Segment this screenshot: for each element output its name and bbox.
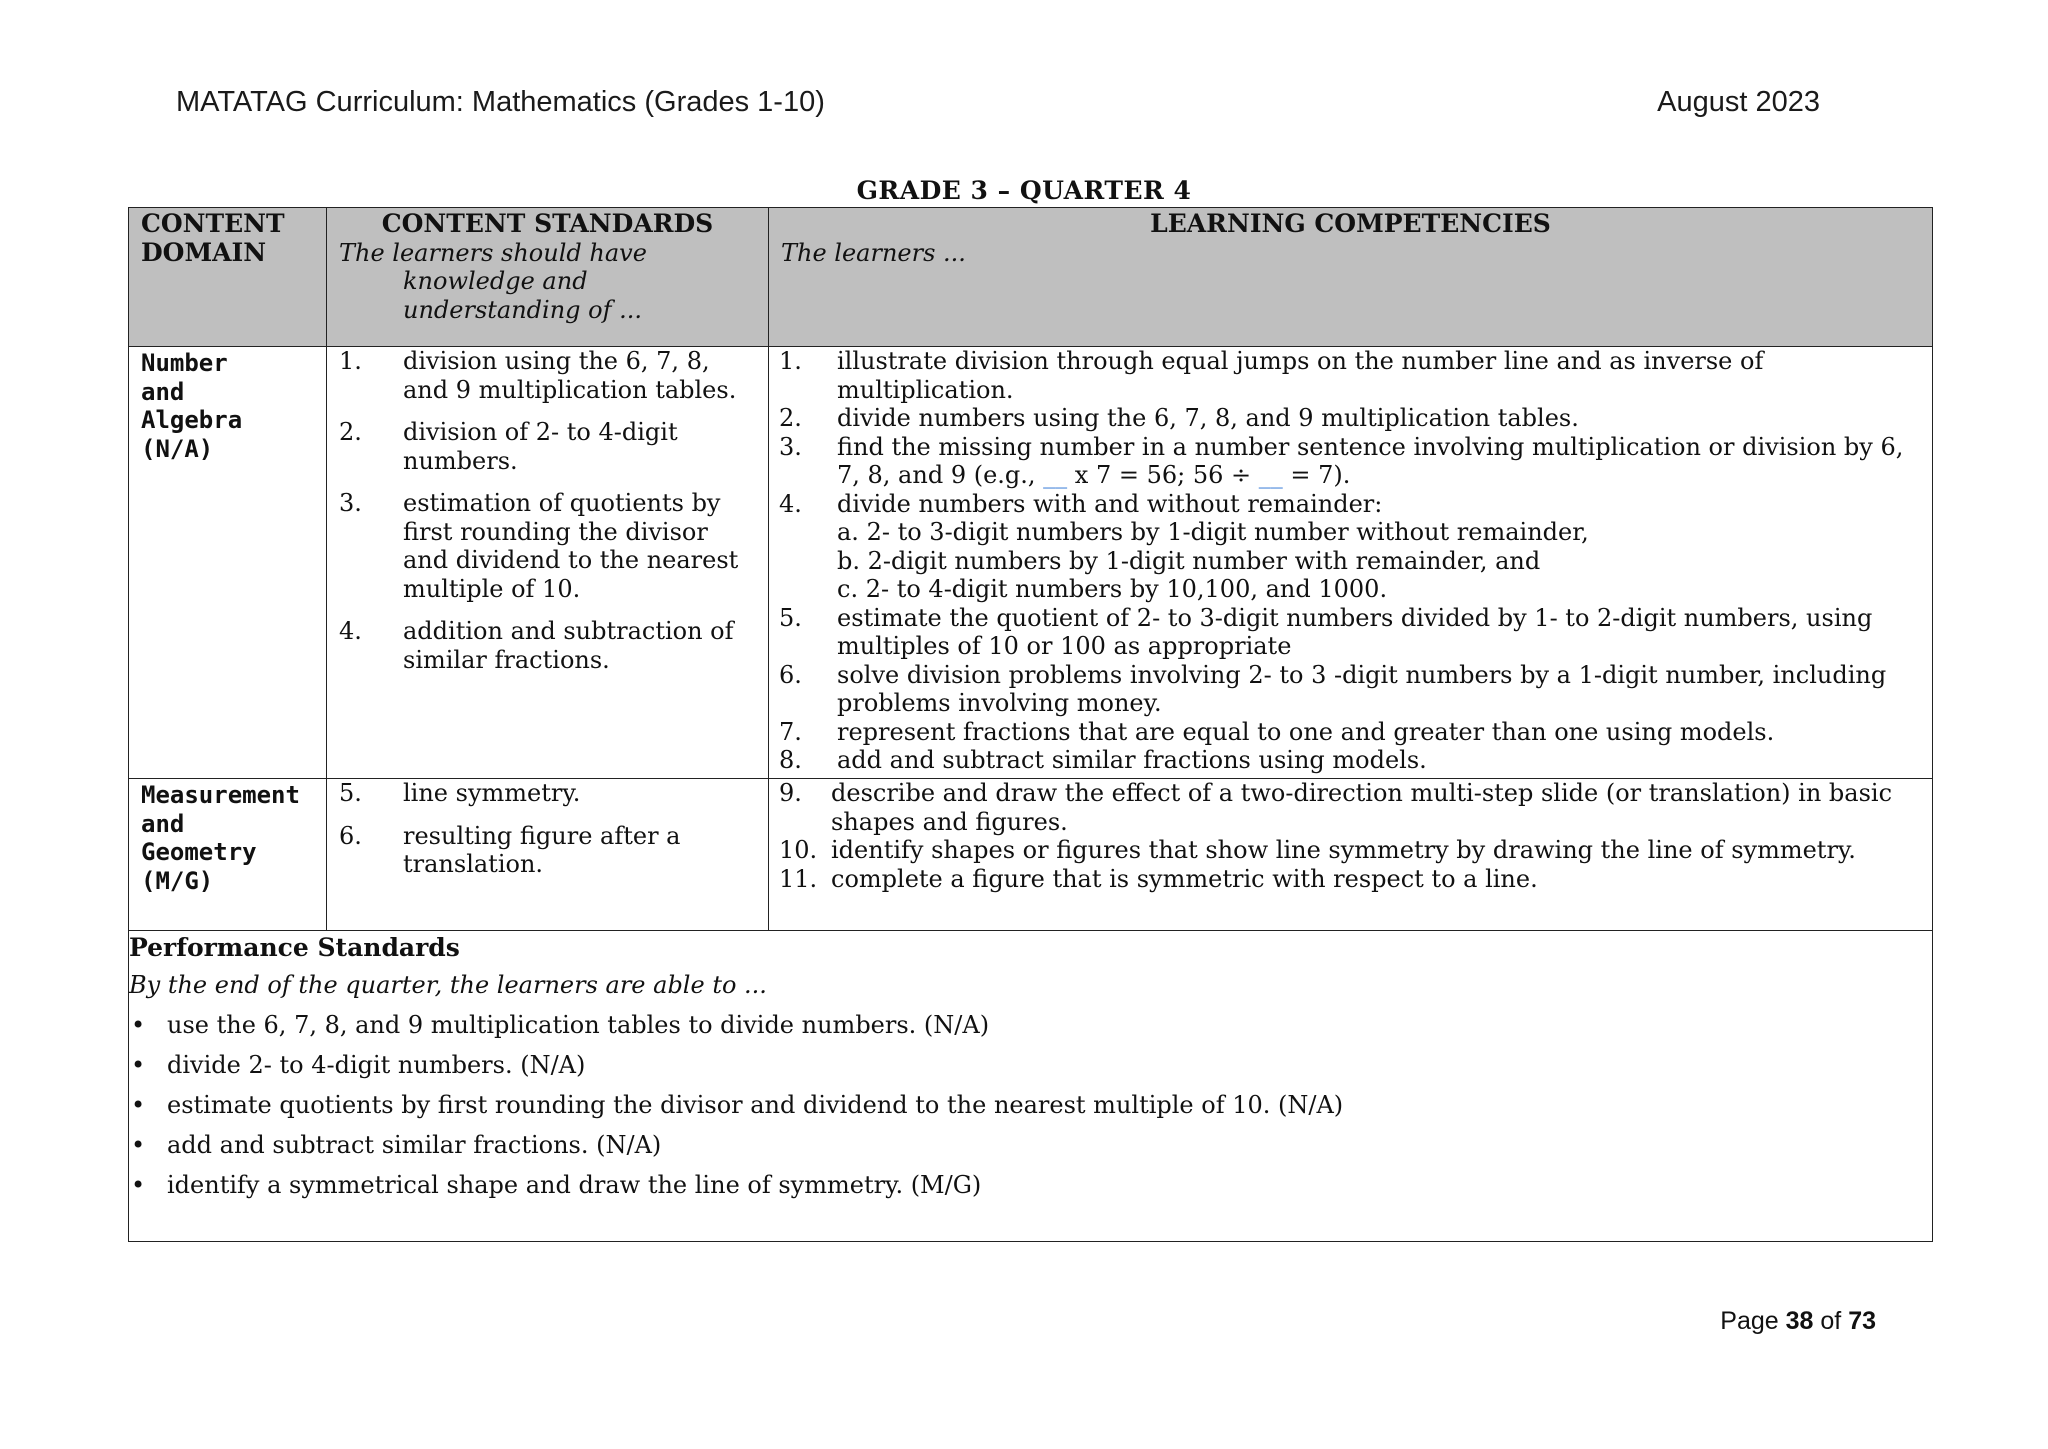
document-header-title: MATATAG Curriculum: Mathematics (Grades 1-10)	[176, 86, 825, 118]
item-text: divide numbers using the 6, 7, 8, and 9 multiplication tables.	[837, 404, 1579, 432]
item-text: use the 6, 7, 8, and 9 multiplication tables to divide numbers. (N/A)	[167, 1011, 990, 1039]
domain-label-line: and	[141, 377, 185, 406]
competency-item	[769, 490, 1932, 604]
grade-quarter-title: GRADE 3 – QUARTER 4	[856, 176, 1192, 205]
item-number: 1.	[339, 347, 362, 375]
performance-standard-item	[129, 1085, 1932, 1125]
content-standard-item	[327, 347, 768, 404]
item-number: 2.	[779, 404, 802, 432]
item-text-part: find the missing number in a number sentence involving multiplication or division by 6, 7, 8, and 9 (e.g.,	[837, 432, 1904, 489]
competency-item	[769, 604, 1932, 661]
item-text: division using the 6, 7, 8, and 9 multiplication tables.	[403, 347, 737, 404]
item-number: 8.	[779, 746, 802, 774]
content-standard-item	[327, 617, 768, 674]
table-header-row	[129, 208, 1933, 347]
page-label: Page	[1720, 1307, 1779, 1335]
answer-blank: __	[1043, 461, 1068, 489]
item-text: addition and subtraction of similar fractions.	[403, 617, 734, 674]
performance-standard-item	[129, 1005, 1932, 1045]
item-text	[837, 433, 1932, 490]
page-current-number: 38	[1785, 1307, 1814, 1335]
content-standard-item	[327, 418, 768, 475]
bullet-icon: •	[131, 1131, 146, 1159]
document-header-date: August 2023	[1657, 86, 1820, 118]
learning-competencies-intro: The learners ...	[781, 238, 966, 267]
page-total-number: 73	[1848, 1307, 1876, 1335]
performance-standard-item	[129, 1125, 1932, 1165]
competencies-cell-measurement-geometry	[769, 779, 1933, 931]
item-text-part: = 7).	[1282, 461, 1351, 489]
item-text: represent fractions that are equal to one and greater than one using models.	[837, 717, 1775, 746]
competency-item	[769, 661, 1932, 718]
item-text	[837, 490, 1932, 604]
domain-label-line: and	[141, 809, 185, 838]
header-content-domain	[129, 208, 327, 347]
item-number: 3.	[339, 489, 362, 517]
item-number: 6.	[339, 821, 362, 850]
item-text: complete a figure that is symmetric with respect to a line.	[831, 864, 1538, 893]
header-content-domain-line1: CONTENT	[141, 209, 285, 238]
page-of-label: of	[1820, 1307, 1842, 1335]
item-text: illustrate division through equal jumps on the number line and as inverse of multiplication.	[837, 347, 1764, 404]
domain-label-line: Measurement	[141, 781, 300, 809]
item-text-main: divide numbers with and without remainder:	[837, 489, 1383, 518]
performance-standard-item	[129, 1165, 1932, 1205]
table-row-measurement-geometry	[129, 779, 1933, 931]
item-text: describe and draw the effect of a two-direction multi-step slide (or translation) in basic shapes and figures.	[831, 779, 1893, 836]
competency-item	[769, 347, 1932, 404]
performance-standard-item	[129, 1045, 1932, 1085]
item-text: resulting figure after a translation.	[403, 821, 681, 878]
bullet-icon: •	[131, 1171, 146, 1199]
item-number: 9.	[779, 779, 802, 807]
item-text: solve division problems involving 2- to 3 -digit numbers by a 1-digit number, including problems involving money.	[837, 660, 1887, 717]
competency-item	[769, 865, 1932, 894]
learning-competencies-title: LEARNING COMPETENCIES	[1150, 209, 1551, 238]
bullet-icon: •	[131, 1091, 146, 1119]
item-number: 3.	[779, 432, 802, 461]
domain-label-line: (N/A)	[141, 434, 214, 463]
item-text: divide 2- to 4-digit numbers. (N/A)	[167, 1051, 586, 1079]
competencies-cell-number-algebra	[769, 347, 1933, 779]
page-number-footer	[1720, 1307, 1876, 1336]
item-text: identify a symmetrical shape and draw the line of symmetry. (M/G)	[167, 1171, 982, 1199]
content-standard-item	[327, 489, 768, 603]
performance-standards-title: Performance Standards	[129, 933, 460, 962]
item-text: line symmetry.	[403, 779, 581, 807]
domain-cell-measurement-geometry	[129, 779, 327, 931]
curriculum-table	[128, 207, 1933, 1242]
content-standards-cell-number-algebra	[327, 347, 769, 779]
item-number: 11.	[779, 864, 818, 893]
bullet-icon: •	[131, 1051, 146, 1079]
item-text-part: x 7 = 56; 56 ÷	[1067, 461, 1259, 489]
sub-item: b. 2-digit numbers by 1-digit number with remainder, and	[837, 546, 1541, 575]
item-text: estimate quotients by first rounding the divisor and dividend to the nearest multiple of 10. (N/A)	[167, 1091, 1344, 1119]
performance-standards-cell	[129, 931, 1933, 1242]
item-text: division of 2- to 4-digit numbers.	[403, 418, 678, 475]
item-number: 7.	[779, 717, 802, 746]
sub-item: a. 2- to 3-digit numbers by 1-digit number without remainder,	[837, 518, 1589, 546]
content-standard-item	[327, 779, 768, 808]
content-standards-title: CONTENT STANDARDS	[381, 209, 714, 238]
competency-item	[769, 836, 1932, 865]
item-text: add and subtract similar fractions. (N/A)	[167, 1131, 662, 1159]
item-number: 4.	[779, 489, 802, 518]
sub-item: c. 2- to 4-digit numbers by 10,100, and 1000.	[837, 575, 1388, 603]
domain-label-line: (M/G)	[141, 866, 214, 895]
item-number: 10.	[779, 836, 818, 864]
header-content-domain-line2: DOMAIN	[141, 237, 267, 267]
item-number: 5.	[339, 779, 362, 807]
header-content-standards	[327, 208, 769, 347]
content-standards-intro-2: knowledge and	[403, 267, 588, 295]
competency-item	[769, 433, 1932, 490]
domain-label-line: Algebra	[141, 406, 243, 434]
competency-item	[769, 779, 1932, 836]
competency-item	[769, 746, 1932, 775]
domain-label-line: Number	[141, 349, 228, 377]
item-text: add and subtract similar fractions using models.	[837, 746, 1427, 774]
content-standards-cell-measurement-geometry	[327, 779, 769, 931]
item-text: estimation of quotients by first rounding the divisor and dividend to the nearest multiple of 10.	[403, 489, 739, 603]
item-number: 5.	[779, 603, 802, 632]
table-row-performance-standards	[129, 931, 1933, 1242]
item-text: estimate the quotient of 2- to 3-digit numbers divided by 1- to 2-digit numbers, using multiples of 10 or 100 as appropriate	[837, 603, 1873, 660]
item-text: identify shapes or figures that show line symmetry by drawing the line of symmetry.	[831, 836, 1856, 864]
bullet-icon: •	[131, 1011, 146, 1039]
item-number: 2.	[339, 418, 362, 446]
item-number: 1.	[779, 347, 802, 375]
performance-standards-intro: By the end of the quarter, the learners are able to ...	[129, 971, 767, 999]
item-number: 4.	[339, 617, 362, 645]
competency-item	[769, 404, 1932, 433]
content-standards-intro-1: The learners should have	[339, 238, 647, 267]
competency-item	[769, 718, 1932, 747]
content-standard-item	[327, 822, 768, 879]
table-row-number-algebra	[129, 347, 1933, 779]
item-number: 6.	[779, 660, 802, 689]
content-standards-intro-3: understanding of ...	[403, 295, 643, 324]
domain-cell-number-algebra	[129, 347, 327, 779]
header-learning-competencies	[769, 208, 1933, 347]
domain-label-line: Geometry	[141, 838, 257, 866]
answer-blank: __	[1258, 461, 1283, 489]
